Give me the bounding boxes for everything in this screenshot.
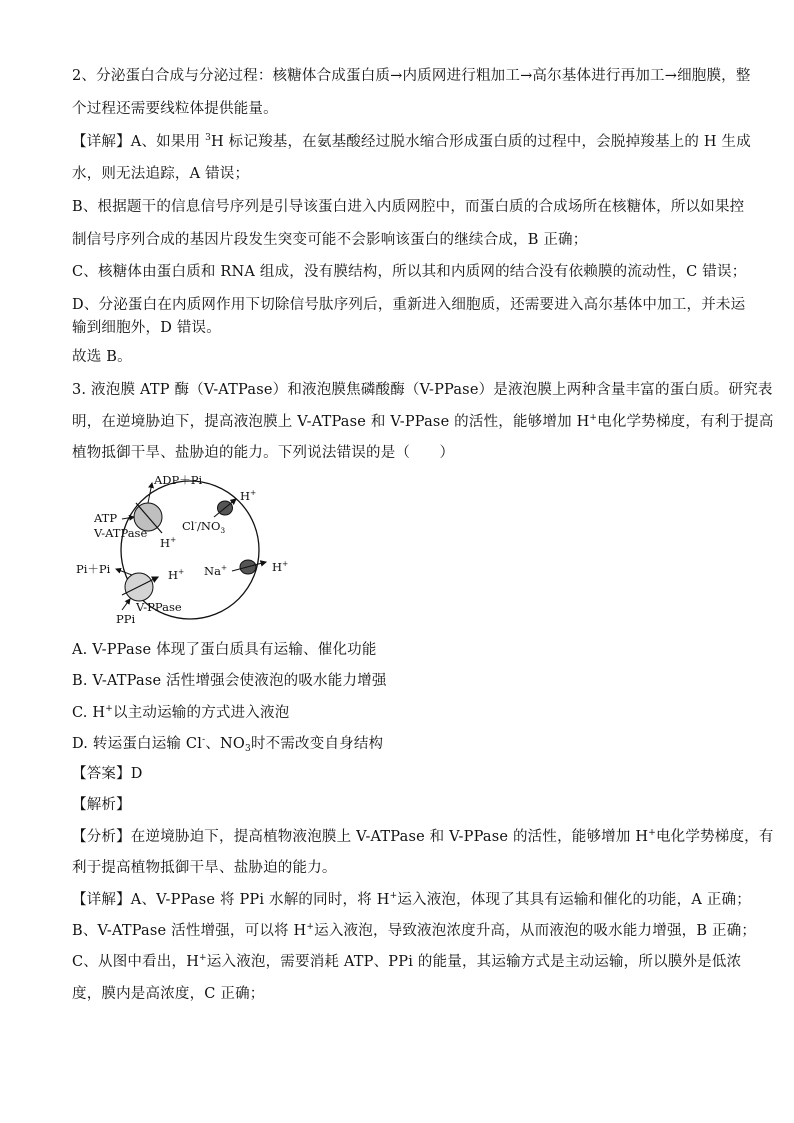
text: B、根据题干的信息信号序列是引导该蛋白进入内质网腔中，而蛋白质的合成场所在核糖体，所以如果控	[72, 199, 745, 215]
text: C、核糖体由蛋白质和 RNA 组成，没有膜结构，所以其和内质网的结合没有依赖膜的流动性，C 错误；	[72, 264, 747, 280]
text: 时不需改变自身结构	[250, 736, 384, 752]
detail-line-4	[72, 984, 265, 1004]
text: 电化学势梯度，有	[655, 829, 774, 845]
analysis-heading	[72, 795, 131, 815]
atp-label: ATP	[94, 511, 118, 525]
text: 度，膜内是高浓度，C 正确；	[72, 986, 265, 1002]
text: 电化学势梯度，有利于提高	[597, 414, 774, 430]
text: 水，则无法追踪，A 错误；	[72, 166, 250, 182]
superscript: +	[389, 891, 398, 901]
text: 输到细胞外，D 错误。	[72, 320, 221, 336]
h-label-atpase: H+	[160, 535, 177, 550]
text-line-8	[72, 295, 745, 315]
text: 个过程还需要线粒体提供能量。	[72, 101, 278, 117]
analysis-line-1	[72, 827, 774, 847]
option-c	[72, 703, 289, 723]
text: 、NO	[205, 736, 246, 752]
text: 【详解】A、V-PPase 将 PPi 水解的同时，将 H	[72, 892, 390, 908]
h-label-top: H+	[240, 488, 257, 503]
text: D、分泌蛋白在内质网作用下切除信号肽序列后，重新进入细胞质，还需要进入高尔基体中加工，并未运	[72, 297, 746, 313]
h-label-right: H+	[272, 559, 289, 574]
text-line-4	[72, 164, 249, 184]
text: 利于提高植物抵御干旱、盐胁迫的能力。	[72, 860, 337, 876]
vacuole-membrane-diagram	[72, 467, 302, 627]
analysis-line-2	[72, 858, 337, 878]
text: B. V-ATPase 活性增强会使液泡的吸水能力增强	[72, 673, 387, 689]
option-d	[72, 734, 383, 754]
text-line-1	[72, 66, 751, 86]
question-3-line-1	[72, 380, 773, 400]
superscript: +	[306, 922, 315, 932]
text: A. V-PPase 体现了蛋白质具有运输、催化功能	[72, 642, 377, 658]
superscript: +	[199, 953, 207, 963]
superscript: +	[648, 828, 656, 838]
subscript: 3	[245, 744, 251, 754]
text: 【答案】D	[72, 766, 143, 782]
text: 运入液泡，体现了其具有运输和催化的功能，A 正确；	[397, 892, 751, 908]
detail-line-1	[72, 890, 751, 910]
h-label-ppase: H+	[168, 567, 185, 582]
ppi-label: PPi	[116, 612, 136, 626]
superscript: -	[202, 735, 206, 745]
text: 明，在逆境胁迫下，提高液泡膜上 V-ATPase 和 V-PPase 的活性，能够增加 H	[72, 414, 590, 430]
v-ppase-label: V-PPase	[136, 600, 182, 614]
superscript: 3	[205, 133, 212, 143]
text: C. H	[72, 705, 106, 721]
text: 【分析】在逆境胁迫下，提高植物液泡膜上 V-ATPase 和 V-PPase 的活性，能够增加 H	[72, 829, 649, 845]
text: 植物抵御干旱、盐胁迫的能力。下列说法错误的是（ ）	[72, 445, 455, 461]
text-line-10	[72, 347, 132, 367]
text: H 标记羧基，在氨基酸经过脱水缩合形成蛋白质的过程中，会脱掉羧基上的 H 生成	[211, 134, 751, 150]
answer-line	[72, 764, 143, 784]
detail-line-3	[72, 952, 741, 972]
text: C、从图中看出，H	[72, 954, 200, 970]
text: 2、分泌蛋白合成与分泌过程：核糖体合成蛋白质→内质网进行粗加工→高尔基体进行再加工→细胞膜，整	[72, 68, 751, 84]
text: 以主动运输的方式进入液泡	[113, 705, 290, 721]
question-3-line-3	[72, 443, 454, 463]
adp-pi-label: ADP＋Pi	[154, 473, 203, 487]
na-label: Na+	[204, 563, 228, 578]
text: 运入液泡，导致液泡浓度升高，从而液泡的吸水能力增强，B 正确；	[314, 923, 757, 939]
option-a	[72, 640, 377, 660]
superscript: +	[589, 413, 598, 423]
cl-no3-label: $Cl^-/NO_3$	[182, 518, 226, 535]
text-line-3	[72, 132, 751, 152]
text-line-7	[72, 262, 746, 282]
text: B、V-ATPase 活性增强，可以将 H	[72, 923, 307, 939]
text: 【解析】	[72, 797, 131, 813]
detail-line-2	[72, 921, 756, 941]
pi-pi-label: Pi＋Pi	[76, 562, 111, 576]
text: D. 转运蛋白运输 Cl	[72, 736, 203, 752]
text-line-6	[72, 230, 587, 250]
text: 运入液泡，需要消耗 ATP、PPi 的能量，其运输方式是主动运输，所以膜外是低浓	[206, 954, 742, 970]
text: 故选 B。	[72, 349, 132, 365]
v-atpase-label: V-ATPase	[94, 526, 148, 540]
superscript: +	[105, 704, 113, 714]
option-b	[72, 671, 387, 691]
text-line-9	[72, 318, 221, 338]
text-line-2	[72, 99, 278, 119]
text: 制信号序列合成的基因片段发生突变可能不会影响该蛋白的继续合成，B 正确；	[72, 232, 588, 248]
text-line-5	[72, 197, 744, 217]
text: 3. 液泡膜 ATP 酶（V-ATPase）和液泡膜焦磷酸酶（V-PPase）是液泡膜上两种含量丰富的蛋白质。研究表	[72, 382, 773, 398]
ppi-arrow	[122, 599, 130, 610]
text: 【详解】A、如果用	[72, 134, 206, 150]
question-3-line-2	[72, 412, 774, 432]
